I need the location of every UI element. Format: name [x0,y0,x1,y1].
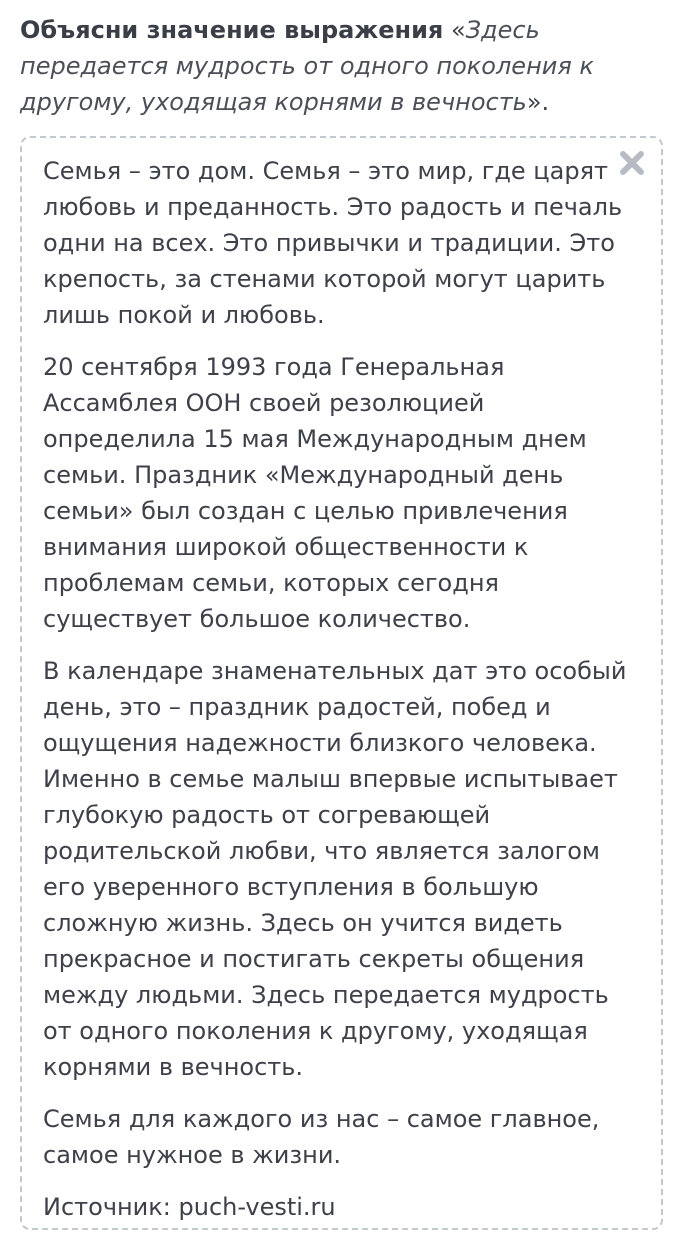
question-instruction: Объясни значение выражения [20,16,444,44]
question-quote: Здесь передается мудрость от одного поколения к другому, уходящая корнями в вечность [20,16,594,116]
text-card [20,136,663,1230]
paragraph-3: В календаре знаменательных дат это особый день, это – праздник радостей, побед и ощущения надежности близкого человека. Именно в семье малыш впервые испытывает глубокую радость от согревающей родительской любви, что является залогом его уверенного вступления в большую сложную жизнь. Здесь он учится видеть прекрасное и постигать секреты общения между людьми. Здесь передается мудрость от одного поколения к другому, уходящая корнями в вечность. [43,657,627,1081]
paragraph-1: Семья – это дом. Семья – это мир, где царят любовь и преданность. Это радость и печаль одни на всех. Это привычки и традиции. Это крепость, за стенами которой могут царить лишь покой и любовь. [43,157,623,329]
paragraph-2: 20 сентября 1993 года Генеральная Ассамблея ООН своей резолюцией определила 15 мая Международным днем семьи. Праздник «Международный день семьи» был создан с целью привлечения внимания широкой общественности к проблемам семьи, которых сегодня существует большое количество. [43,353,587,633]
card-content [43,153,633,1241]
source-line: Источник: puch-vesti.ru [43,1193,336,1221]
question-text [20,12,670,120]
question-close-quote: ». [526,88,550,116]
paragraph-4: Семья для каждого из нас – самое главное, самое нужное в жизни. [43,1105,600,1169]
question-open-quote: « [443,16,466,44]
